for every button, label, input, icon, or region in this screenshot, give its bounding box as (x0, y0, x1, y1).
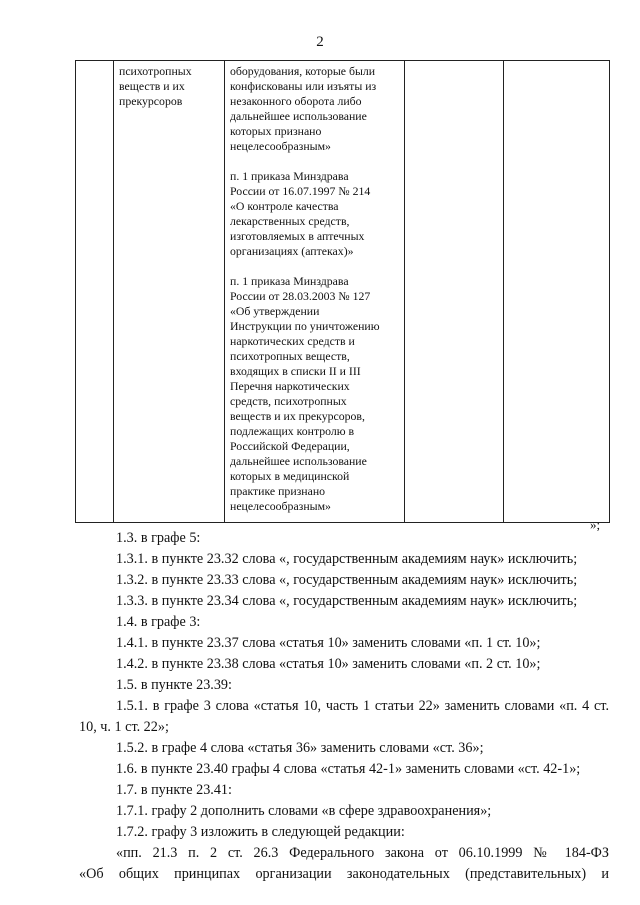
body-paragraph: 1.3.2. в пункте 23.33 слова «, государственным академиям наук» исключить; (116, 572, 578, 588)
body-paragraph: 1.5. в пункте 23.39: (116, 677, 232, 693)
body-paragraph: 1.4.1. в пункте 23.37 слова «статья 10» заменить словами «п. 1 ст. 10»; (116, 635, 541, 651)
body-paragraph: 1.4. в графе 3: (116, 614, 201, 630)
body-paragraph: 1.5.2. в графе 4 слова «статья 36» заменить словами «ст. 36»; (116, 740, 484, 756)
table-cell-paragraph: оборудования, которые были конфискованы или изъяты из незаконного оборота либо дальнейшее использование которых признано нецелесообразным» (230, 64, 377, 153)
regulation-table (75, 60, 610, 523)
body-paragraph: 1.6. в пункте 23.40 графы 4 слова «статья 42-1» заменить словами «ст. 42-1»; (116, 761, 581, 777)
page-number: 2 (316, 34, 324, 50)
table-cell-col3 (225, 61, 405, 523)
table-row (76, 61, 610, 523)
body-paragraph: 1.7.1. графу 2 дополнить словами «в сфере здравоохранения»; (116, 803, 492, 819)
table-cell-paragraph: п. 1 приказа Минздрава России от 28.03.2003 № 127 «Об утверждении Инструкции по уничтожению наркотических средств и психотропных веществ, входящих в списки II и III Перечня наркотических средств, психотропных веществ и их прекурсоров, подлежащих контролю в Российской Федерации, дальнейшее использование которых в медицинской практике признано нецелесообразным» (230, 274, 380, 513)
body-paragraph: 1.7. в пункте 23.41: (116, 782, 232, 798)
body-paragraph: 1.4.2. в пункте 23.38 слова «статья 10» заменить словами «п. 2 ст. 10»; (116, 656, 541, 672)
table-cell-paragraph: п. 1 приказа Минздрава России от 16.07.1997 № 214 «О контроле качества лекарственных средств, изготовляемых в аптечных организациях (аптеках)» (230, 169, 371, 258)
body-paragraph: «пп. 21.3 п. 2 ст. 26.3 Федерального закона от 06.10.1999 № 184-ФЗ (116, 845, 609, 861)
body-paragraph: 1.7.2. графу 3 изложить в следующей редакции: (116, 824, 405, 840)
body-paragraph: «Об общих принципах организации законодательных (представительных) и (79, 866, 609, 882)
body-paragraph: 1.3.1. в пункте 23.32 слова «, государственным академиям наук» исключить; (116, 551, 578, 567)
document-body (79, 528, 609, 885)
body-paragraph: 1.3.3. в пункте 23.34 слова «, государственным академиям наук» исключить; (116, 593, 578, 609)
table-cell-col5 (504, 61, 610, 523)
body-paragraph: 1.3. в графе 5: (116, 530, 201, 546)
table-cell-text: психотропных веществ и их прекурсоров (119, 64, 192, 108)
table-cell-col2 (114, 61, 225, 523)
table-cell-col1 (76, 61, 114, 523)
table-cell-col4 (405, 61, 504, 523)
closing-quote: »; (590, 517, 601, 532)
body-paragraph: 1.5.1. в графе 3 слова «статья 10, часть 1 статьи 22» заменить словами «п. 4 ст. 10, ч. 1 ст. 22»; (79, 698, 609, 735)
